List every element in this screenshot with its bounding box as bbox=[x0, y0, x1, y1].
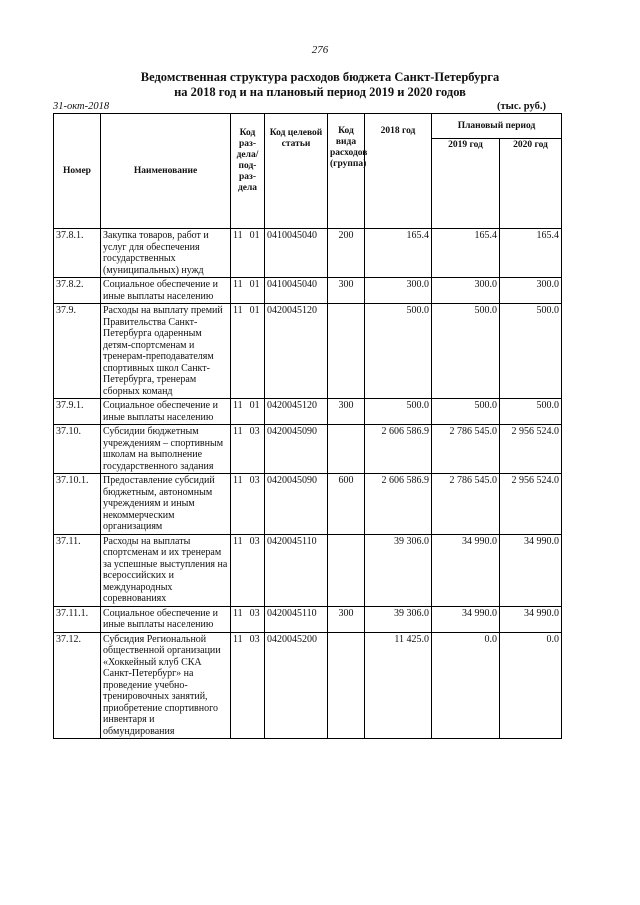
units-label: (тыс. руб.) bbox=[497, 101, 546, 112]
cell-name: Субсидии бюджетным учреждениям – спортивным школам на выполнение государственного задания bbox=[101, 425, 231, 474]
table-row bbox=[54, 425, 562, 474]
cell-num: 37.11.1. bbox=[54, 606, 101, 632]
budget-table bbox=[53, 113, 562, 739]
cell-v2020: 34 990.0 bbox=[500, 606, 562, 632]
subsection-code: 01 bbox=[249, 305, 260, 316]
cell-num: 37.10. bbox=[54, 425, 101, 474]
cell-name: Социальное обеспечение и иные выплаты населению bbox=[101, 278, 231, 304]
cell-name: Предоставление субсидий бюджетным, автономным учреждениям и иным некоммерческим организациям bbox=[101, 474, 231, 535]
header-section-code: Код раз- дела/ под- раз- дела bbox=[231, 114, 265, 229]
cell-v2019: 500.0 bbox=[432, 304, 500, 399]
table-row bbox=[54, 606, 562, 632]
cell-v2019: 300.0 bbox=[432, 278, 500, 304]
subsection-code: 03 bbox=[249, 607, 260, 619]
cell-type: 300 bbox=[328, 606, 365, 632]
cell-name: Закупка товаров, работ и услуг для обеспечения государственных (муниципальных) нужд bbox=[101, 229, 231, 278]
page-number: 276 bbox=[311, 44, 329, 56]
subsection-code: 03 bbox=[249, 633, 260, 645]
cell-v2018: 500.0 bbox=[365, 304, 432, 399]
header-2019: 2019 год bbox=[432, 139, 500, 229]
cell-v2018: 300.0 bbox=[365, 278, 432, 304]
header-2020: 2020 год bbox=[500, 139, 562, 229]
section-code: 11 bbox=[233, 633, 243, 645]
title-line-2: на 2018 год и на плановый период 2019 и 2020 годов bbox=[174, 85, 466, 99]
cell-v2019: 165.4 bbox=[432, 229, 500, 278]
table-row bbox=[54, 304, 562, 399]
document-date: 31-окт-2018 bbox=[53, 101, 110, 112]
cell-v2019: 500.0 bbox=[432, 399, 500, 425]
cell-num: 37.11. bbox=[54, 534, 101, 606]
section-code: 11 bbox=[233, 400, 243, 411]
cell-num: 37.8.1. bbox=[54, 229, 101, 278]
section-code: 11 bbox=[233, 535, 243, 547]
table-row bbox=[54, 399, 562, 425]
cell-v2019: 2 786 545.0 bbox=[432, 425, 500, 474]
cell-v2019: 2 786 545.0 bbox=[432, 474, 500, 535]
table-row bbox=[54, 474, 562, 535]
cell-v2018: 39 306.0 bbox=[365, 606, 432, 632]
cell-section-code bbox=[231, 304, 265, 399]
document-title bbox=[0, 70, 640, 100]
subsection-code: 01 bbox=[249, 400, 260, 411]
subsection-code: 03 bbox=[249, 475, 260, 486]
cell-v2020: 2 956 524.0 bbox=[500, 474, 562, 535]
cell-section-code bbox=[231, 632, 265, 739]
section-code: 11 bbox=[233, 475, 243, 486]
cell-target: 0420045110 bbox=[265, 606, 328, 632]
cell-v2018: 165.4 bbox=[365, 229, 432, 278]
header-name: Наименование bbox=[101, 114, 231, 229]
cell-v2018: 500.0 bbox=[365, 399, 432, 425]
cell-num: 37.9.1. bbox=[54, 399, 101, 425]
cell-name: Расходы на выплату премий Правительства Санкт-Петербурга одаренным детям-спортсменам и тренерам-преподавателям спортивных школ Санкт-Петербурга, тренерам сборных команд bbox=[101, 304, 231, 399]
cell-type bbox=[328, 534, 365, 606]
cell-v2019: 34 990.0 bbox=[432, 534, 500, 606]
cell-target: 0420045120 bbox=[265, 399, 328, 425]
cell-num: 37.10.1. bbox=[54, 474, 101, 535]
cell-target: 0410045040 bbox=[265, 278, 328, 304]
cell-type: 200 bbox=[328, 229, 365, 278]
cell-target: 0420045200 bbox=[265, 632, 328, 739]
cell-target: 0420045120 bbox=[265, 304, 328, 399]
cell-section-code bbox=[231, 399, 265, 425]
cell-type: 300 bbox=[328, 399, 365, 425]
section-code: 11 bbox=[233, 305, 243, 316]
cell-v2018: 2 606 586.9 bbox=[365, 425, 432, 474]
cell-type bbox=[328, 425, 365, 474]
cell-v2018: 2 606 586.9 bbox=[365, 474, 432, 535]
cell-target: 0420045090 bbox=[265, 425, 328, 474]
cell-v2020: 2 956 524.0 bbox=[500, 425, 562, 474]
table-row bbox=[54, 229, 562, 278]
cell-name: Социальное обеспечение и иные выплаты населению bbox=[101, 606, 231, 632]
cell-v2019: 34 990.0 bbox=[432, 606, 500, 632]
section-code: 11 bbox=[233, 426, 243, 437]
table-row bbox=[54, 278, 562, 304]
cell-type bbox=[328, 632, 365, 739]
cell-v2020: 0.0 bbox=[500, 632, 562, 739]
header-plan-period: Плановый период bbox=[432, 114, 562, 139]
cell-type: 300 bbox=[328, 278, 365, 304]
cell-name: Субсидия Региональной общественной организации «Хоккейный клуб СКА Санкт-Петербург» на проведение учебно-тренировочных занятий, приобретение спортивного инвентаря и обмундирования bbox=[101, 632, 231, 739]
cell-v2020: 500.0 bbox=[500, 304, 562, 399]
section-code: 11 bbox=[233, 607, 243, 619]
cell-target: 0420045110 bbox=[265, 534, 328, 606]
cell-v2020: 34 990.0 bbox=[500, 534, 562, 606]
header-expense-type-code: Код вида расходов (группа) bbox=[328, 114, 365, 229]
cell-v2018: 39 306.0 bbox=[365, 534, 432, 606]
cell-section-code bbox=[231, 534, 265, 606]
table-row bbox=[54, 534, 562, 606]
cell-v2019: 0.0 bbox=[432, 632, 500, 739]
cell-v2020: 300.0 bbox=[500, 278, 562, 304]
title-line-1: Ведомственная структура расходов бюджета Санкт-Петербурга bbox=[140, 70, 500, 84]
cell-section-code bbox=[231, 474, 265, 535]
cell-section-code bbox=[231, 425, 265, 474]
cell-v2018: 11 425.0 bbox=[365, 632, 432, 739]
section-code: 11 bbox=[233, 230, 243, 241]
cell-v2020: 500.0 bbox=[500, 399, 562, 425]
subsection-code: 01 bbox=[249, 230, 260, 241]
header-2018: 2018 год bbox=[365, 114, 432, 229]
cell-target: 0410045040 bbox=[265, 229, 328, 278]
cell-section-code bbox=[231, 229, 265, 278]
section-code: 11 bbox=[233, 279, 243, 290]
cell-type bbox=[328, 304, 365, 399]
cell-num: 37.8.2. bbox=[54, 278, 101, 304]
cell-section-code bbox=[231, 278, 265, 304]
cell-type: 600 bbox=[328, 474, 365, 535]
subsection-code: 01 bbox=[249, 279, 260, 290]
cell-target: 0420045090 bbox=[265, 474, 328, 535]
cell-v2020: 165.4 bbox=[500, 229, 562, 278]
subsection-code: 03 bbox=[249, 535, 260, 547]
table-row bbox=[54, 632, 562, 739]
header-target-code: Код целевой статьи bbox=[265, 114, 328, 229]
cell-num: 37.9. bbox=[54, 304, 101, 399]
cell-section-code bbox=[231, 606, 265, 632]
cell-name: Социальное обеспечение и иные выплаты населению bbox=[101, 399, 231, 425]
cell-name: Расходы на выплаты спортсменам и их тренерам за успешные выступления на всероссийских и международных соревнованиях bbox=[101, 534, 231, 606]
header-number: Номер bbox=[54, 114, 101, 229]
cell-num: 37.12. bbox=[54, 632, 101, 739]
subsection-code: 03 bbox=[249, 426, 260, 437]
